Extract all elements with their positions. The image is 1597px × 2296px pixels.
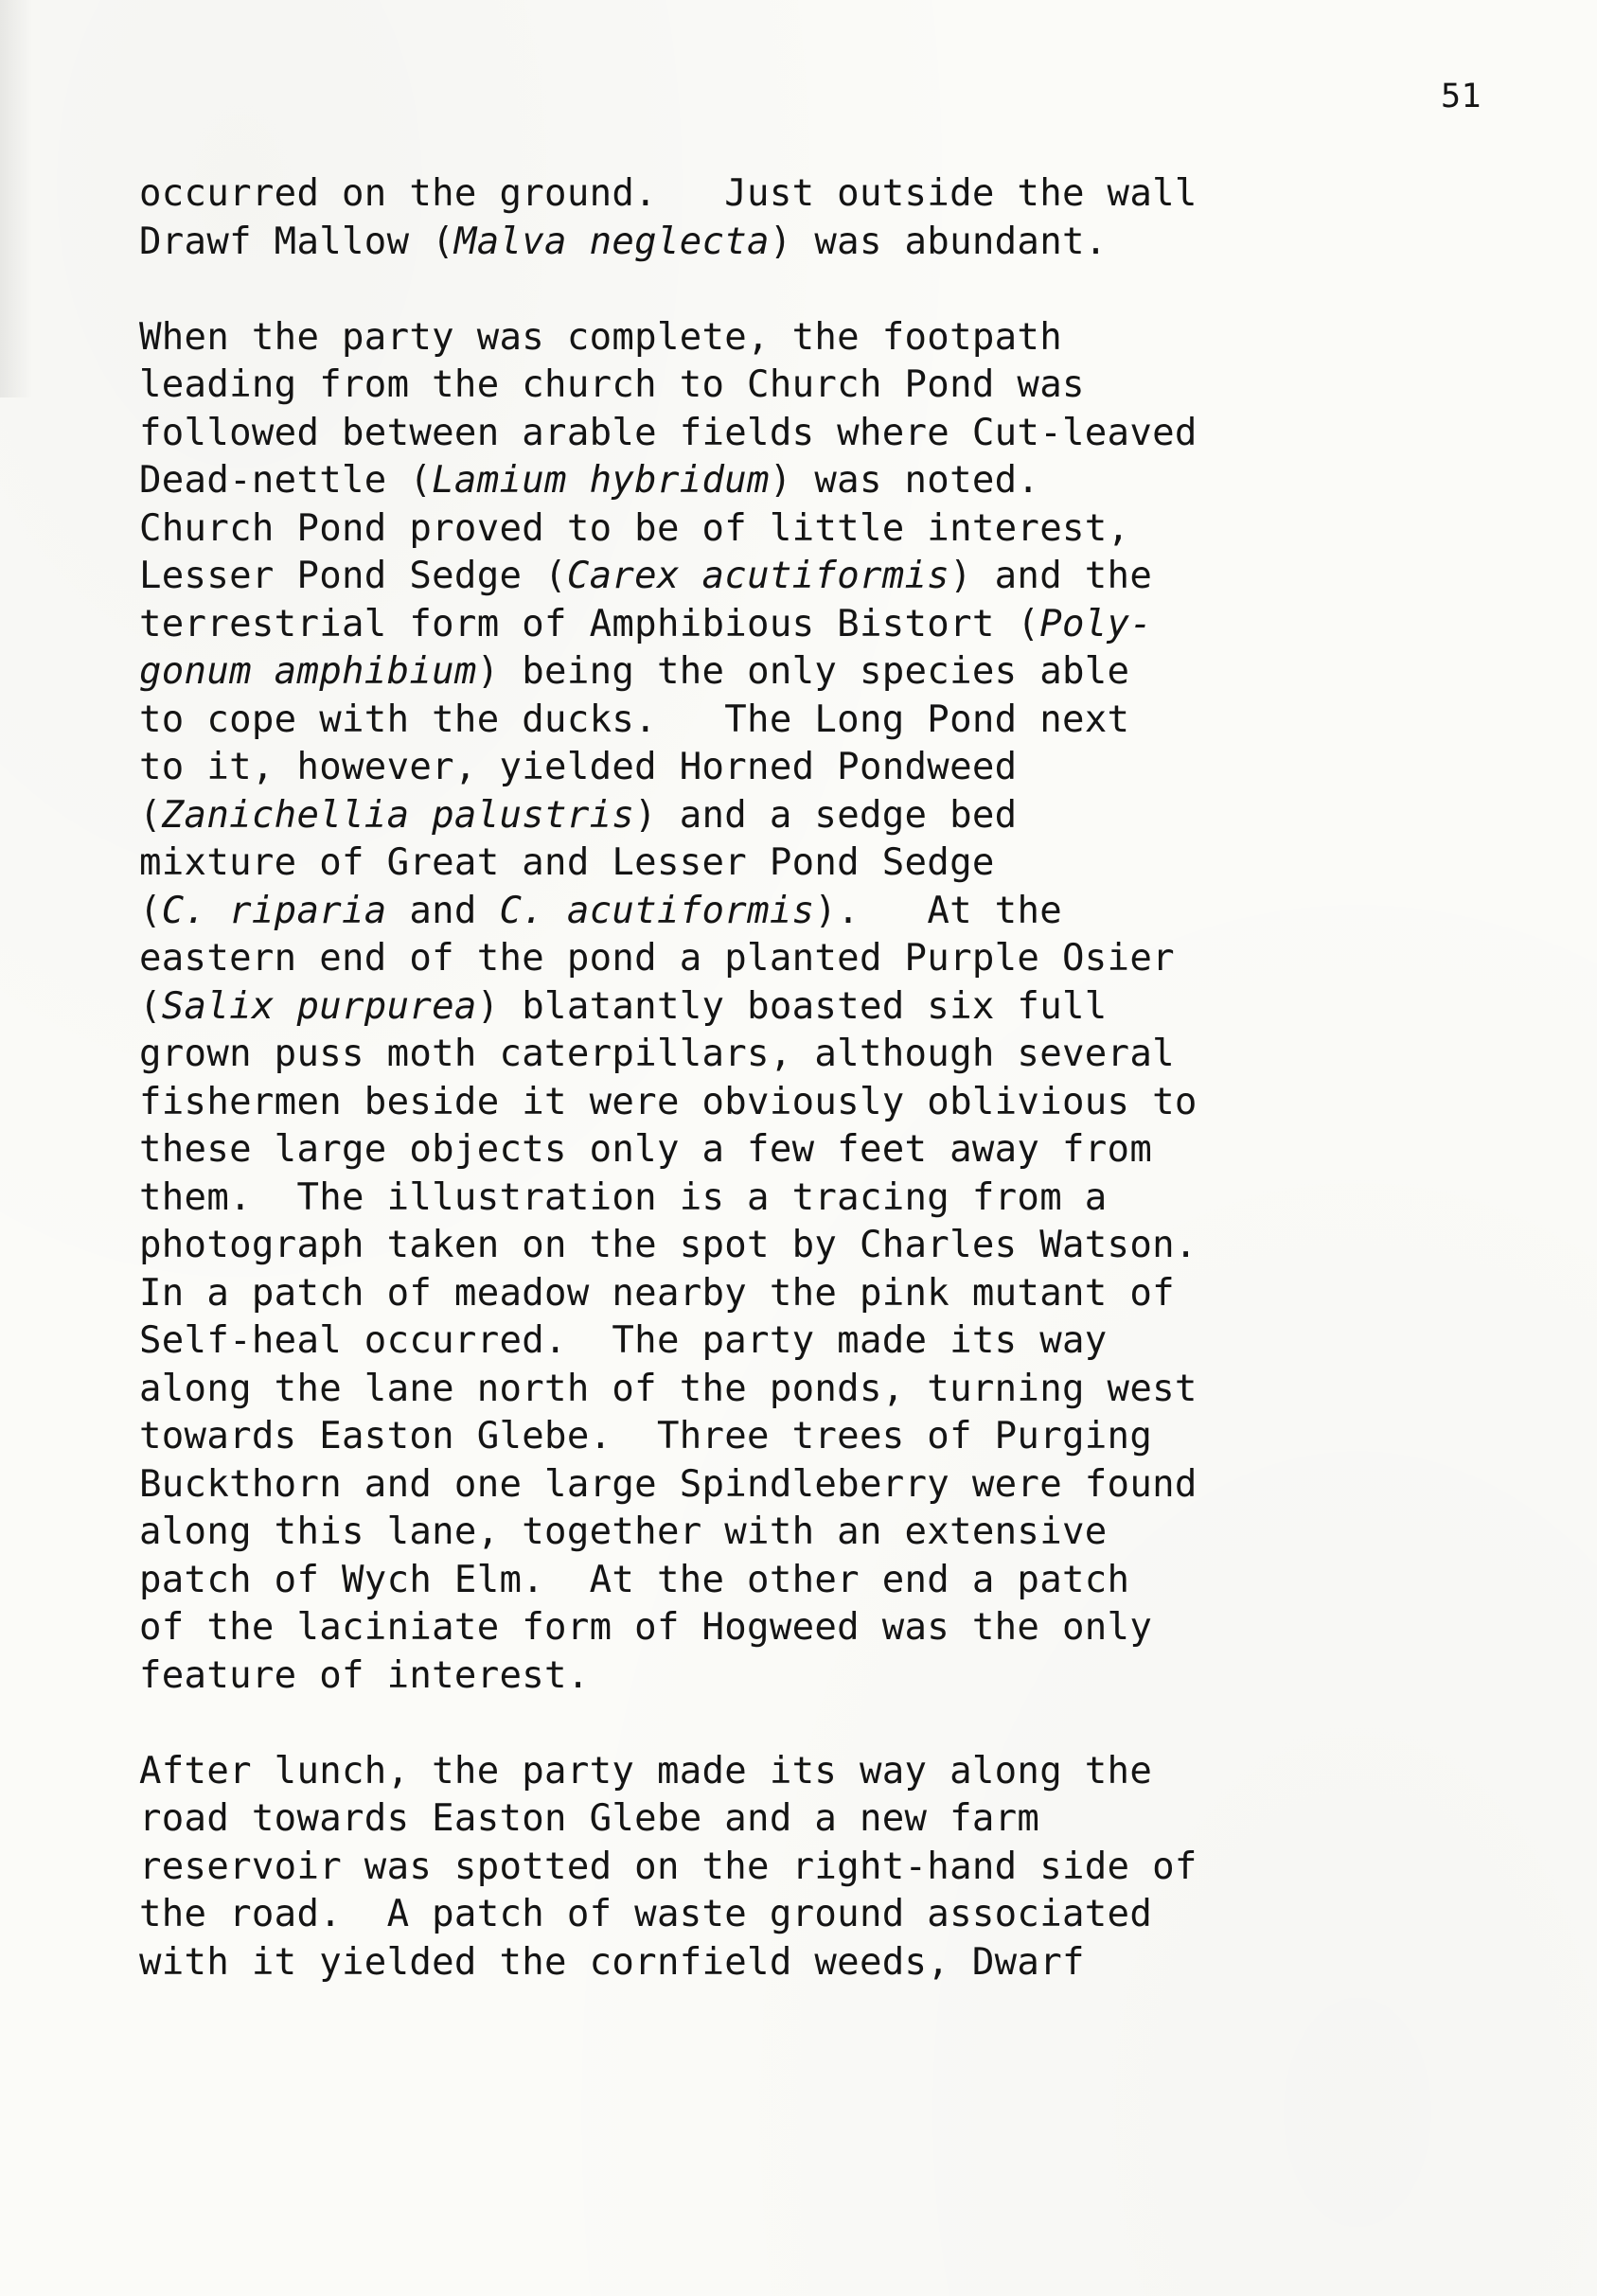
text-line (139, 648, 1502, 697)
text-run: mixture of Great and Lesser Pond Sedge (139, 841, 995, 884)
body-text (139, 170, 1502, 1987)
text-run: them. The illustration is a tracing from a (139, 1175, 1108, 1219)
text-run: After lunch, the party made its way along the (139, 1749, 1153, 1793)
latin-name: Lamium hybridum (432, 459, 770, 502)
text-run: Drawf Mallow ( (139, 220, 454, 263)
text-run: eastern end of the pond a planted Purple Osier (139, 937, 1175, 980)
text-run: ) blatantly boasted six full (476, 984, 1108, 1028)
latin-name: Malva neglecta (453, 220, 770, 263)
paragraph (139, 1748, 1502, 1987)
text-line (139, 697, 1502, 745)
text-run: along the lane north of the ponds, turning west (139, 1367, 1198, 1410)
text-run: to cope with the ducks. The Long Pond next (139, 698, 1130, 741)
text-run: fishermen beside it were obviously oblivious to (139, 1080, 1198, 1123)
text-line (139, 314, 1502, 362)
text-line (139, 1174, 1502, 1223)
text-run: ( (139, 793, 162, 837)
text-line (139, 457, 1502, 505)
text-line (139, 1079, 1502, 1127)
text-run: along this lane, together with an extensive (139, 1510, 1108, 1553)
latin-name: Carex acutiformis (566, 555, 950, 597)
text-line (139, 505, 1502, 554)
page-number: 51 (1441, 78, 1482, 115)
text-run: ) was noted. (769, 459, 1040, 502)
text-line (139, 1604, 1502, 1652)
text-run: patch of Wych Elm. At the other end a patch (139, 1558, 1130, 1601)
text-run: ). At the (814, 889, 1063, 932)
text-line (139, 362, 1502, 410)
text-line (139, 219, 1502, 267)
text-run: occurred on the ground. Just outside the wall (139, 172, 1198, 215)
text-line (139, 1317, 1502, 1366)
text-run: ) and a sedge bed (634, 793, 1018, 837)
latin-name: gonum amphibium (139, 650, 477, 693)
text-run: reservoir was spotted on the right-hand side of (139, 1845, 1198, 1888)
text-line (139, 601, 1502, 649)
page-edge-shadow (0, 0, 32, 397)
text-run: leading from the church to Church Pond was (139, 363, 1085, 406)
text-run: terrestrial form of Amphibious Bistort ( (139, 602, 1040, 645)
text-run: these large objects only a few feet away from (139, 1128, 1153, 1171)
text-run: Church Pond proved to be of little interest, (139, 506, 1130, 550)
text-run: ( (139, 889, 162, 932)
latin-name: Poly- (1039, 602, 1153, 645)
text-run: ( (139, 984, 162, 1028)
text-run: of the laciniate form of Hogweed was the only (139, 1606, 1153, 1649)
text-run: Buckthorn and one large Spindleberry were found (139, 1462, 1198, 1506)
text-line (139, 1126, 1502, 1174)
text-run: ) and the (949, 555, 1153, 597)
text-run: with it yielded the cornfield weeds, Dwarf (139, 1940, 1085, 1984)
paragraph (139, 314, 1502, 1701)
text-run: the road. A patch of waste ground associated (139, 1893, 1153, 1935)
text-line (139, 1748, 1502, 1796)
text-line (139, 888, 1502, 936)
text-run: and (386, 889, 500, 932)
text-run: ) being the only species able (476, 650, 1130, 693)
text-run: In a patch of meadow nearby the pink mutant of (139, 1271, 1175, 1315)
text-line (139, 1461, 1502, 1510)
text-line (139, 1557, 1502, 1605)
text-run: Self-heal occurred. The party made its way (139, 1319, 1108, 1362)
text-run: feature of interest. (139, 1653, 590, 1697)
text-line (139, 1413, 1502, 1461)
text-run: ) was abundant. (769, 220, 1108, 263)
text-line (139, 1222, 1502, 1270)
latin-name: Zanichellia palustris (161, 793, 635, 837)
text-line (139, 1891, 1502, 1939)
text-line (139, 1366, 1502, 1414)
text-run: photograph taken on the spot by Charles Watson. (139, 1224, 1198, 1266)
text-line (139, 983, 1502, 1032)
text-run: to it, however, yielded Horned Pondweed (139, 746, 1018, 788)
text-line (139, 1270, 1502, 1318)
text-line (139, 410, 1502, 458)
text-run: Dead-nettle ( (139, 459, 433, 502)
text-line (139, 935, 1502, 983)
text-line (139, 1509, 1502, 1557)
text-line (139, 1795, 1502, 1844)
text-run: road towards Easton Glebe and a new farm (139, 1797, 1040, 1840)
text-line (139, 170, 1502, 219)
text-line (139, 1844, 1502, 1892)
latin-name: C. riparia (161, 889, 387, 932)
text-run: grown puss moth caterpillars, although several (139, 1033, 1175, 1075)
text-line (139, 1652, 1502, 1701)
latin-name: Salix purpurea (161, 984, 477, 1028)
text-line (139, 1031, 1502, 1079)
text-line (139, 1939, 1502, 1987)
paragraph (139, 170, 1502, 266)
text-run: towards Easton Glebe. Three trees of Purging (139, 1415, 1153, 1457)
text-line (139, 553, 1502, 601)
text-line (139, 839, 1502, 888)
text-run: followed between arable fields where Cut-leaved (139, 411, 1198, 454)
text-line (139, 744, 1502, 792)
latin-name: C. acutiformis (499, 889, 815, 932)
text-run: When the party was complete, the footpath (139, 315, 1062, 359)
text-run: Lesser Pond Sedge ( (139, 555, 567, 597)
text-line (139, 792, 1502, 840)
